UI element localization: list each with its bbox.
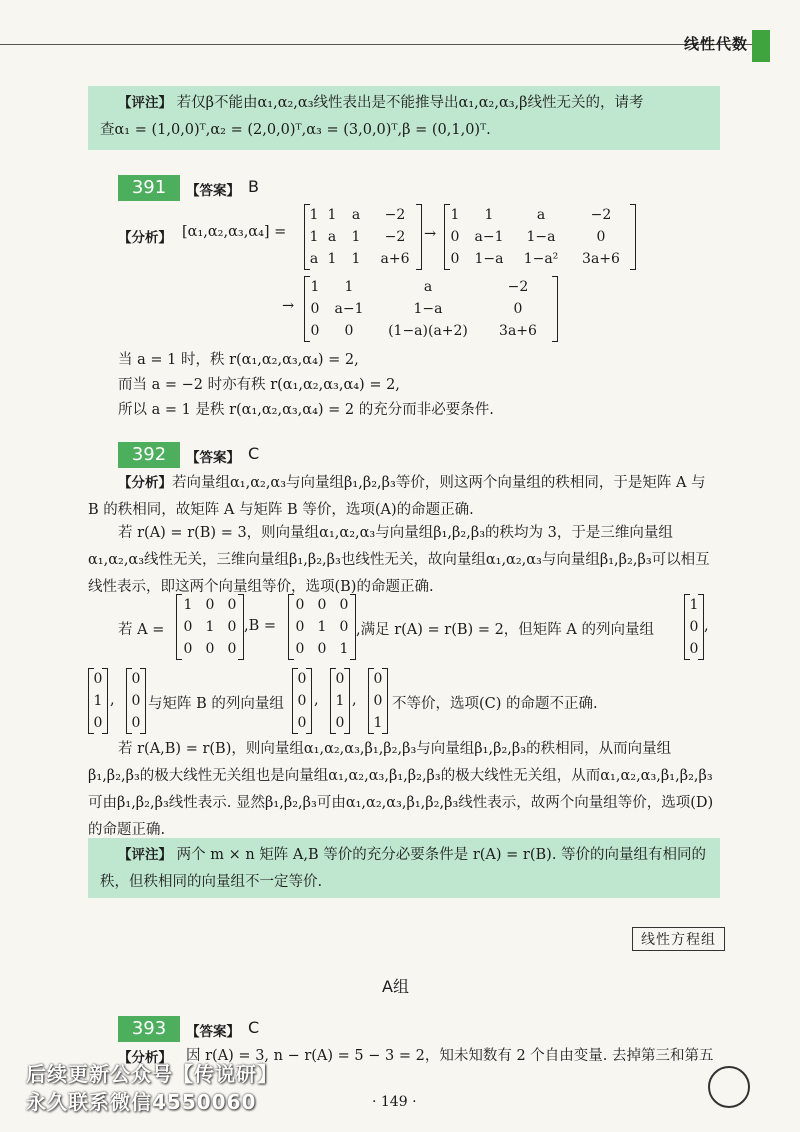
answer-tag: 【答案】	[186, 183, 240, 199]
comma: ,	[704, 618, 709, 634]
matrix-lhs: [α₁,α₂,α₃,α₄] =	[182, 224, 287, 240]
matrix-2: 1 1 a −2 0 a−1 1−a 0 0 1−a 1−a² 3a+6	[444, 204, 636, 270]
text-line: 与矩阵 B 的列向量组	[148, 696, 284, 712]
matrix-b-label: ,B =	[244, 618, 277, 634]
text-line: 不等价，选项(C) 的命题不正确.	[392, 696, 598, 712]
remark-box	[88, 838, 720, 898]
column-vector: 0 0 0	[126, 668, 146, 734]
text-line: 当 a = 1 时，秩 r(α₁,α₂,α₃,α₄) = 2,	[118, 352, 359, 368]
matrix-3: 1 1 a −2 0 a−1 1−a 0 0 0 (1−a)(a+2) 3a+6	[304, 276, 558, 342]
matrix-a-label: 若 A =	[118, 622, 165, 638]
column-vector: 0 1 0	[88, 668, 108, 734]
comma: ,	[110, 692, 115, 708]
question-number: 393	[118, 1016, 180, 1042]
matrix-b: 0 0 0 0 1 0 0 0 1	[288, 594, 356, 660]
chapter-tab	[752, 30, 770, 62]
question-number: 392	[118, 442, 180, 468]
analysis-tag: 【分析】	[118, 1050, 172, 1066]
matrix-1: 1 1 a −2 1 a 1 −2 a 1 1 a+6	[304, 204, 422, 270]
watermark-line-2: 永久联系微信4550060	[26, 1090, 257, 1114]
paragraph-text: 若向量组α₁,α₂,α₃与向量组β₁,β₂,β₃等价，则这两个向量组的秩相同，于是矩阵 A 与 B 的秩相同，故矩阵 A 与矩阵 B 等价，选项(A)的命题正确.	[88, 475, 706, 518]
remark-tag: 【评注】	[118, 847, 172, 863]
remark-text: 两个 m × n 矩阵 A,B 等价的充分必要条件是 r(A) = r(B). 等价的向量组有相同的秩，但秩相同的向量组不一定等价.	[100, 847, 707, 890]
arrow-1: →	[424, 226, 437, 242]
column-vector: 0 0 0	[292, 668, 312, 734]
header-rule	[0, 44, 752, 45]
text-line: 所以 a = 1 是秩 r(α₁,α₂,α₃,α₄) = 2 的充分而非必要条件.	[118, 402, 494, 418]
remark-box	[88, 86, 720, 150]
answer-value: B	[248, 177, 259, 196]
column-vector: 0 0 1	[368, 668, 388, 734]
text-line: 而当 a = −2 时亦有秩 r(α₁,α₂,α₃,α₄) = 2,	[118, 377, 400, 393]
section-label: 线性方程组	[632, 927, 725, 951]
smiley-icon	[708, 1066, 750, 1108]
column-vector: 0 1 0	[330, 668, 350, 734]
watermark-line-1: 后续更新公众号【传说研】	[26, 1062, 278, 1086]
comma: ,	[352, 692, 357, 708]
answer-tag: 【答案】	[186, 450, 240, 466]
paragraph: 若 r(A) = r(B) = 3，则向量组α₁,α₂,α₃与向量组β₁,β₂,β₃的秩均为 3，于是三维向量组α₁,α₂,α₃线性无关，三维向量组β₁,β₂,β₃也线性无关，故向量组α₁,α₂,α₃与向量组β₁,β₂,β₃可以相互线性表示，即这两个向量组等价，选项(B)的命题正确.	[88, 525, 710, 595]
remark-tag: 【评注】	[118, 95, 172, 111]
group-label: A组	[382, 977, 409, 996]
comma: ,	[314, 692, 319, 708]
text-line: ,满足 r(A) = r(B) = 2，但矩阵 A 的列向量组	[356, 622, 654, 638]
paragraph	[88, 470, 718, 524]
remark-line-2: 查α₁ = (1,0,0)ᵀ,α₂ = (2,0,0)ᵀ,α₃ = (3,0,0)ᵀ,β = (0,1,0)ᵀ.	[100, 122, 491, 138]
matrix-a: 1 0 0 0 1 0 0 0 0	[176, 594, 244, 660]
analysis-tag: 【分析】	[118, 475, 172, 491]
chapter-title: 线性代数	[684, 35, 749, 53]
paragraph: 若 r(A,B) = r(B)，则向量组α₁,α₂,α₃,β₁,β₂,β₃与向量组β₁,β₂,β₃的秩相同，从而向量组β₁,β₂,β₃的极大线性无关组也是向量组α₁,α₂,α₃,β₁,β₂,β₃的极大线性无关组，从而α₁,α₂,α₃,β₁,β₂,β₃可由β₁,β₂,β₃线性表示. 显然β₁,β₂,β₃可由α₁,α₂,α₃,β₁,β₂,β₃线性表示，故两个向量组等价，选项(D) 的命题正确.	[88, 741, 714, 838]
answer-value: C	[248, 444, 260, 463]
answer-tag: 【答案】	[186, 1024, 240, 1040]
page-number: · 149 ·	[372, 1094, 417, 1110]
column-vector: 1 0 0	[684, 594, 704, 660]
answer-value: C	[248, 1018, 260, 1037]
analysis-tag: 【分析】	[118, 230, 172, 246]
text-line: 因 r(A) = 3, n − r(A) = 5 − 3 = 2，知未知数有 2 个自由变量. 去掉第三和第五	[186, 1048, 714, 1064]
remark-line-1: 若仅β不能由α₁,α₂,α₃线性表出是不能推导出α₁,α₂,α₃,β线性无关的，请考	[176, 95, 644, 111]
arrow-2: →	[282, 298, 295, 314]
question-number: 391	[118, 175, 180, 201]
